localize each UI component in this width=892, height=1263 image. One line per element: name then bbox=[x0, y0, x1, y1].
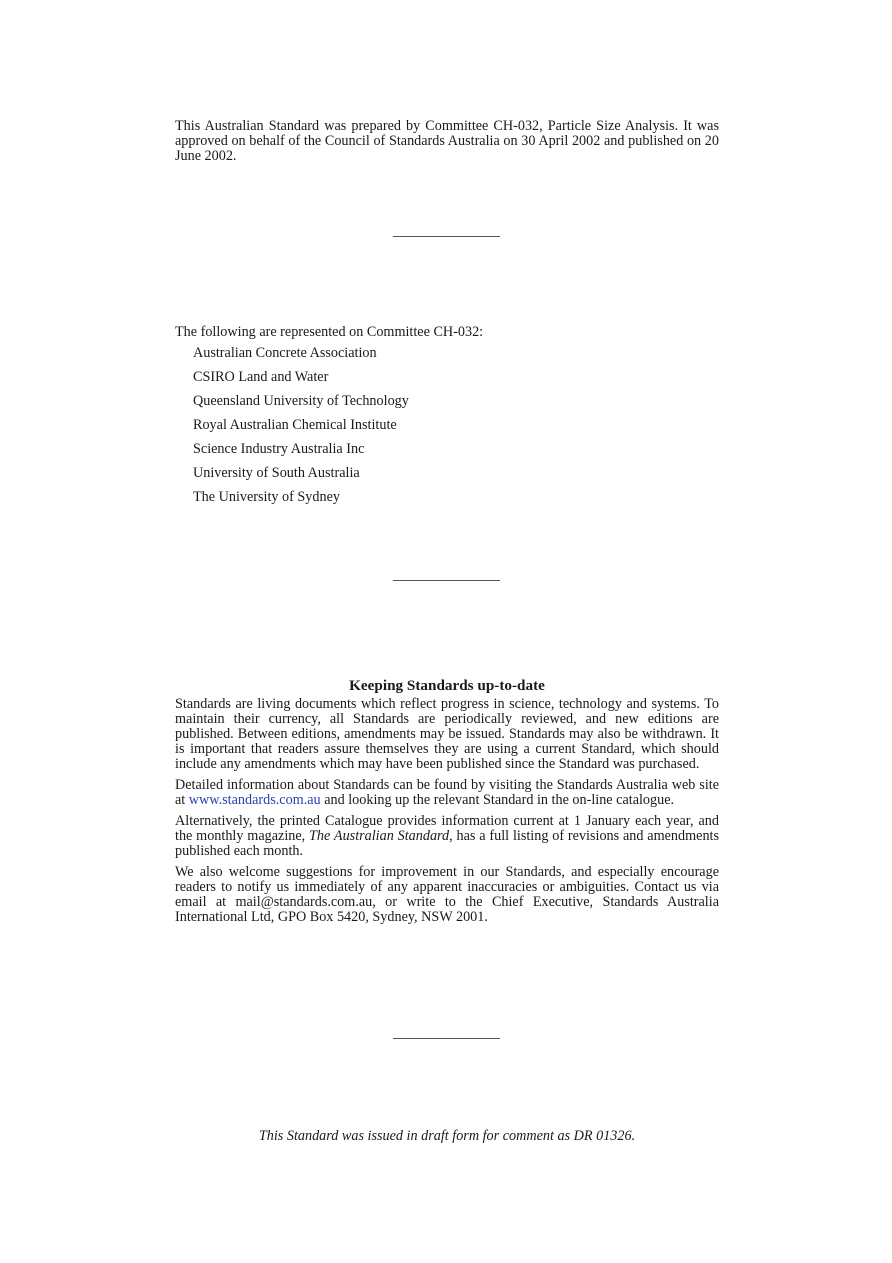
committee-member: Royal Australian Chemical Institute bbox=[193, 417, 397, 433]
section-divider bbox=[393, 1038, 500, 1039]
paragraph-web-site bbox=[175, 778, 719, 808]
committee-representation bbox=[175, 325, 719, 514]
magazine-title: The Australian Standard bbox=[309, 828, 450, 844]
section-heading: Keeping Standards up-to-date bbox=[349, 677, 545, 694]
section-divider bbox=[393, 236, 500, 237]
committee-lead: The following are represented on Committee CH-032: bbox=[175, 324, 484, 340]
committee-member: Science Industry Australia Inc bbox=[193, 441, 365, 457]
committee-member: Queensland University of Technology bbox=[193, 393, 409, 409]
paragraph-text: Detailed information about Standards can be found by visiting the Standards Australia web site at bbox=[175, 777, 719, 808]
preparation-text: This Australian Standard was prepared by Committee CH-032, Particle Size Analysis. It was approved on behalf of the Council of Standards Australia on 30 April 2002 and published on 20 June 2002. bbox=[175, 118, 719, 164]
committee-member: The University of Sydney bbox=[193, 489, 340, 505]
committee-member: University of South Australia bbox=[193, 465, 360, 481]
paragraph-text: , has a full listing of revisions and amendments published each month. bbox=[175, 828, 720, 859]
keeping-standards-section bbox=[175, 677, 719, 931]
paragraph-living-documents: Standards are living documents which reflect progress in science, technology and systems. To maintain their currency, all Standards are periodically reviewed, and new editions are published. Between editions, amendments may be issued. Standards may also be withdrawn. It is important that readers assure themselves they are using a current Standard, which should include any amendments which may have been published since the Standard was purchased. bbox=[175, 696, 719, 772]
paragraph-suggestions: We also welcome suggestions for improvement in our Standards, and especially encourage readers to notify us immediately of any apparent inaccuracies or ambiguities. Contact us via email at mail@standards.com.au, or write to the Chief Executive, Standards Australia International Ltd, GPO Box 5420, Sydney, NSW 2001. bbox=[175, 864, 719, 925]
draft-notice bbox=[175, 1129, 719, 1144]
section-divider bbox=[393, 580, 500, 581]
committee-member: CSIRO Land and Water bbox=[193, 369, 329, 385]
standards-website-link[interactable]: www.standards.com.au bbox=[188, 792, 321, 808]
preparation-statement bbox=[175, 119, 719, 164]
paragraph-text: and looking up the relevant Standard in the on-line catalogue. bbox=[320, 792, 675, 808]
committee-member-list bbox=[175, 346, 719, 505]
paragraph-text: Alternatively, the printed Catalogue provides information current at 1 January each year, and the monthly magazine, bbox=[175, 813, 719, 844]
draft-notice-text: This Standard was issued in draft form for comment as DR 01326. bbox=[258, 1128, 636, 1144]
paragraph-catalogue bbox=[175, 814, 719, 859]
committee-member: Australian Concrete Association bbox=[193, 345, 377, 361]
